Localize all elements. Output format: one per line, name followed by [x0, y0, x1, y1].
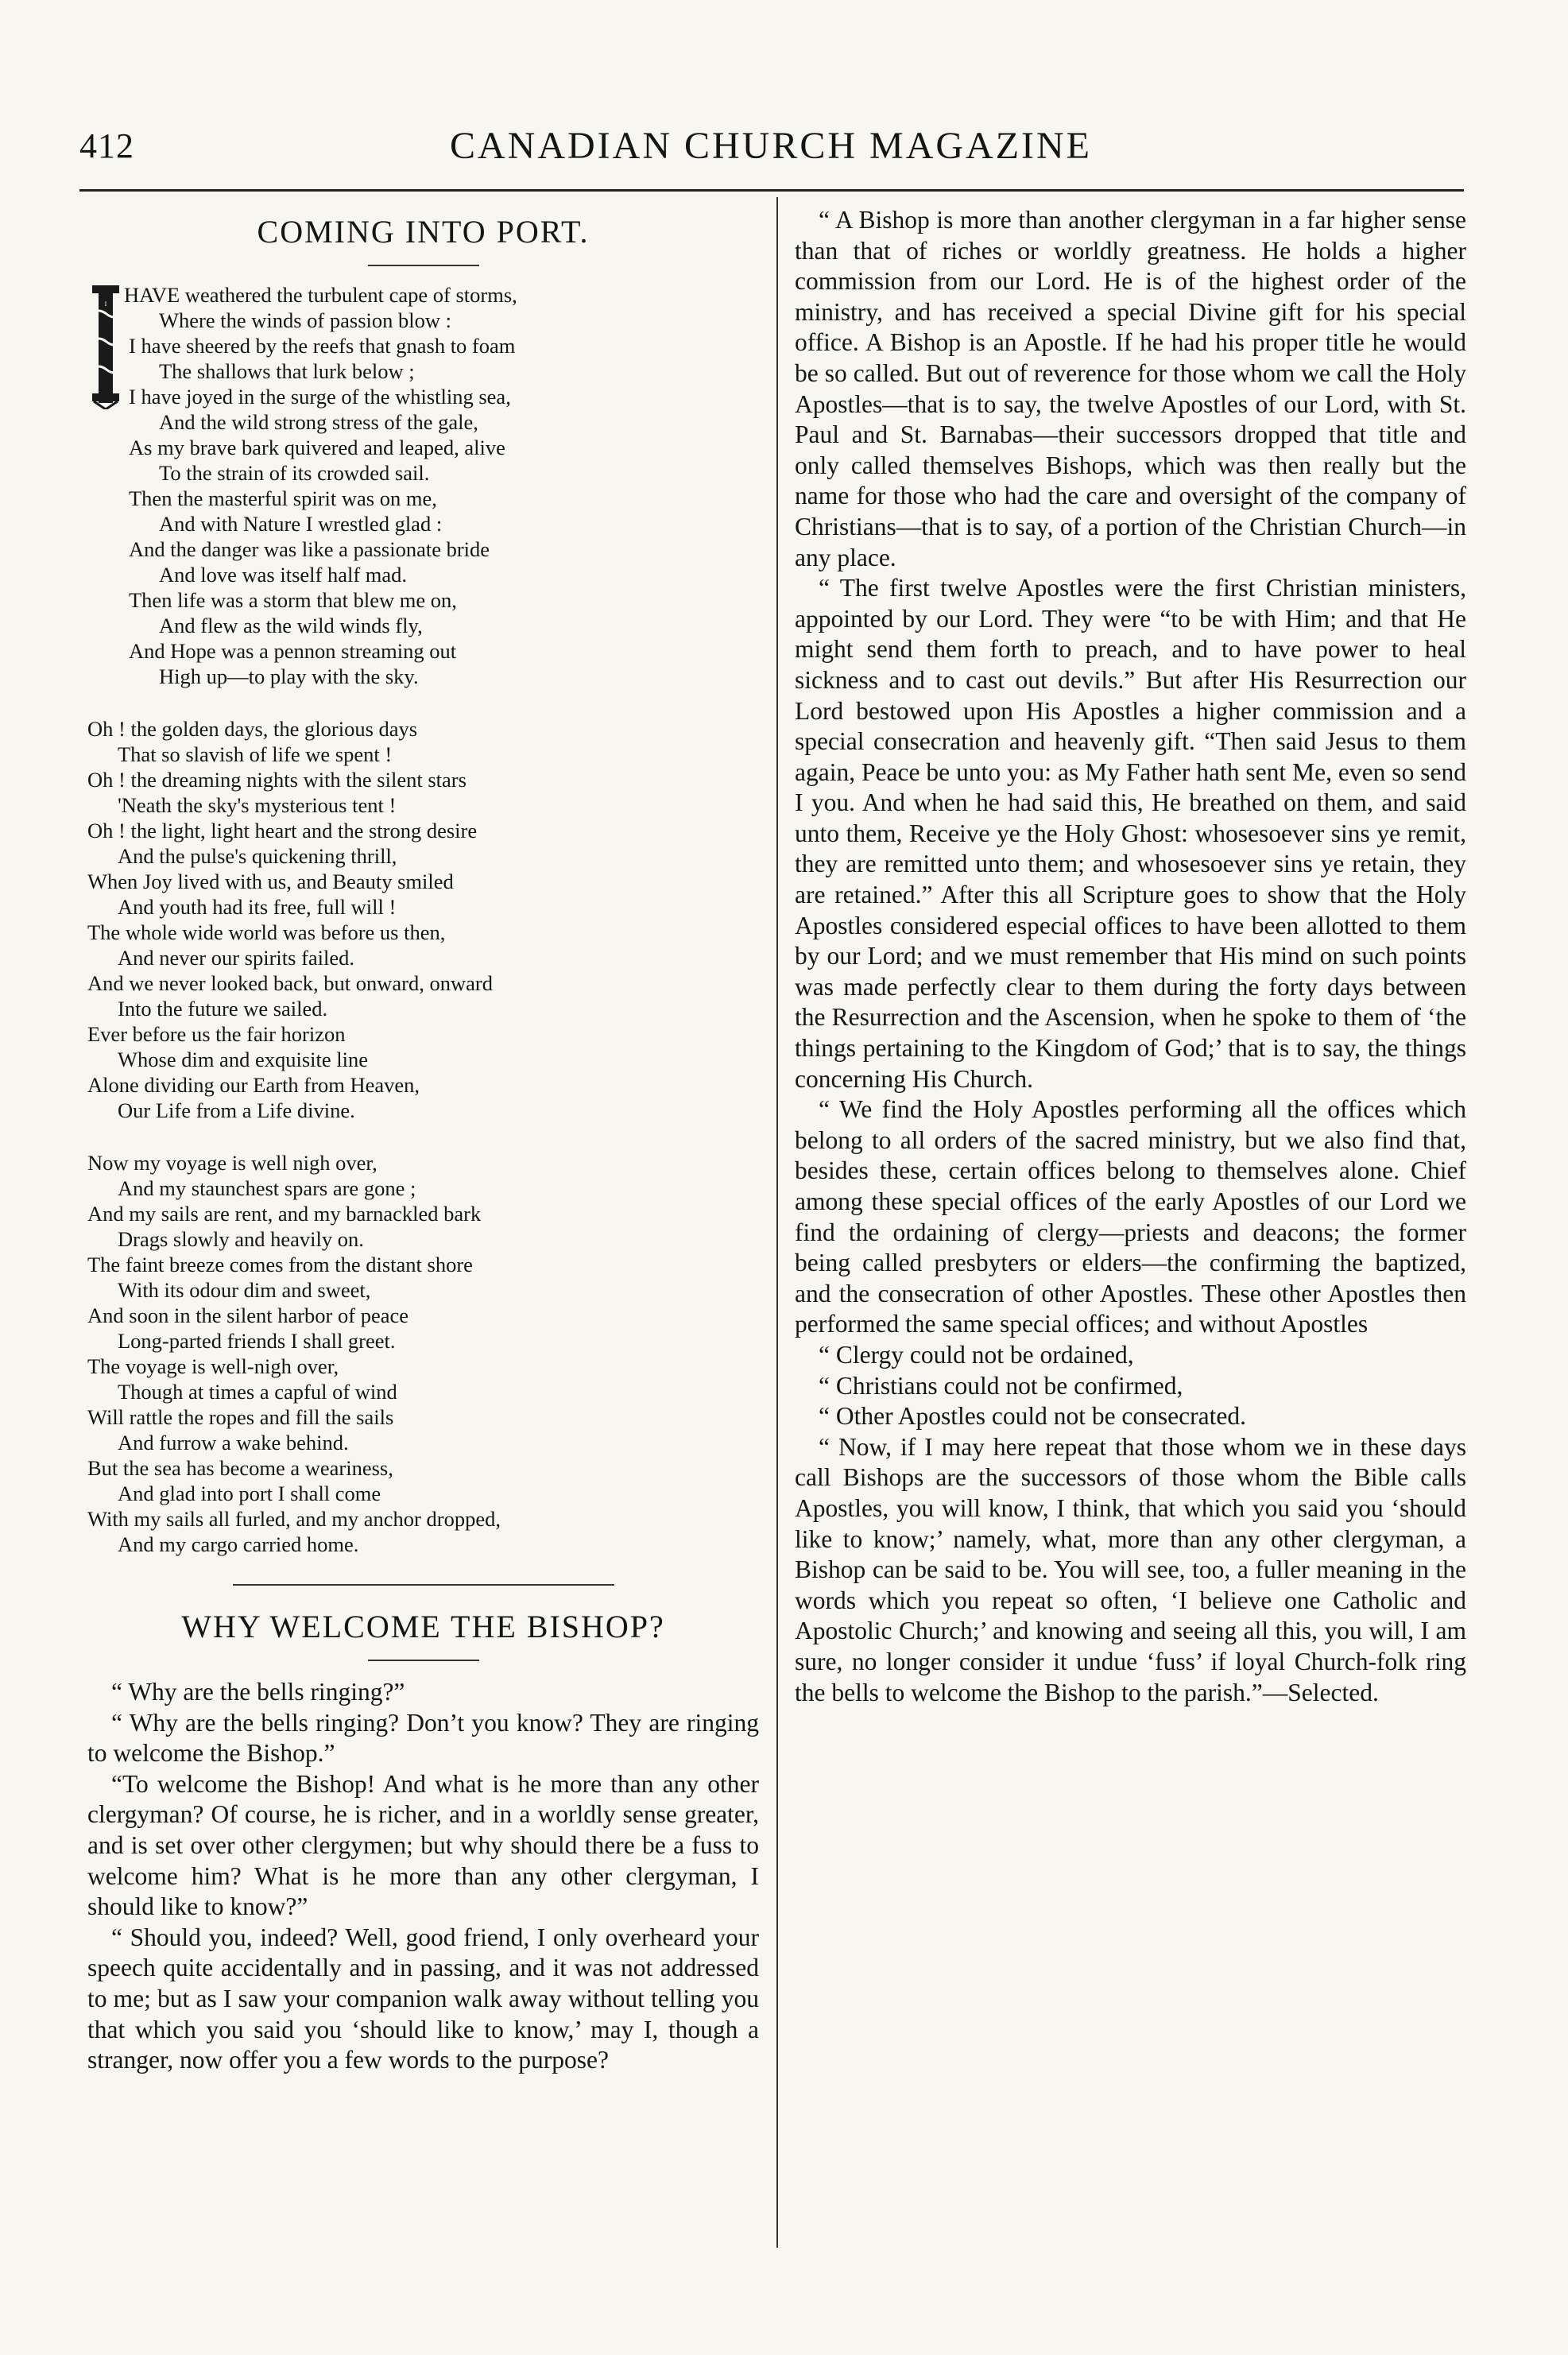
- poem-line: And my staunchest spars are gone ;: [118, 1176, 416, 1200]
- closing-block: [795, 1432, 1466, 1708]
- article-left-text: [87, 1677, 759, 2076]
- poem-line: And soon in the silent harbor of peace: [87, 1303, 409, 1327]
- poem-line: HAVE weathered the turbulent cape of storms,: [124, 283, 517, 307]
- magazine-title: CANADIAN CHURCH MAGAZINE: [450, 125, 1092, 167]
- header-rule: [79, 189, 1464, 192]
- poem-line: The shallows that lurk below ;: [159, 359, 415, 383]
- page-number: 412: [79, 126, 134, 165]
- article-paragraph: “ The first twelve Apostles were the first Christian ministers, appointed by our Lord. They were “to be with Him; and that He might send them forth to preach, and to have power to heal sickness and to cast out devils.” But after His Resurrection our Lord bestowed upon His Apostles a higher commission and a special consecration and heavenly gift. “Then said Jesus to them again, Peace be unto you: as My Father hath sent Me, even so send I you. And when he had said this, He breathed on them, and said unto them, Receive ye the Holy Ghost: whosesoever sins ye remit, they are remitted unto them; and whosesoever sins ye retain, they are retained.” After this all Scripture goes to show that the Holy Apostles considered especial offices to have been allotted to them by our Lord; and we must remember that His mind on such points was made perfectly clear to them during the forty days between the Resurrection and the Ascension, when he spoke to them of ‘the things pertaining to the Kingdom of God;’ that is to say, the things concerning His Church.: [795, 574, 1466, 1093]
- ornamental-drop-cap: [87, 282, 124, 409]
- poem-line: Though at times a capful of wind: [118, 1380, 397, 1404]
- poem-line: And never our spirits failed.: [118, 946, 355, 970]
- poem-line: I have joyed in the surge of the whistling sea,: [129, 385, 511, 409]
- poem-line: The whole wide world was before us then,: [87, 920, 446, 944]
- article-paragraph: “ A Bishop is more than another clergyman in a far higher sense than that of riches or worldly greatness. He holds a higher commission from our Lord. He is of the highest order of the ministry, and has received a special Divine gift for his special office. A Bishop is an Apostle. If he had his proper title he would be so called. But out of reverence for those whom we call the Holy Apostles—that is to say, the twelve Apostles of our Lord, with St. Paul and St. Barnabas—their successors dropped that title and only called themselves Bishops, which was then really but the name for those who had the care and oversight of the company of Christians—that is to say, of a portion of the Christian Church—in any place.: [795, 206, 1466, 571]
- poem-line: And glad into port I shall come: [118, 1482, 381, 1505]
- article-title-rule: [368, 1660, 479, 1661]
- poem-line: With its odour dim and sweet,: [118, 1278, 371, 1302]
- poem-line: And with Nature I wrestled glad :: [159, 512, 443, 536]
- poem-line: High up—to play with the sky.: [159, 664, 419, 688]
- poem-line: With my sails all furled, and my anchor dropped,: [87, 1507, 501, 1531]
- article-paragraph: “ Why are the bells ringing?”: [111, 1678, 405, 1706]
- poem-body: [87, 282, 759, 1557]
- poem-line: The voyage is well-nigh over,: [87, 1354, 339, 1378]
- poem-line: To the strain of its crowded sail.: [159, 461, 430, 485]
- poem-line: Oh ! the light, light heart and the strong desire: [87, 819, 478, 842]
- title-rule: [368, 265, 479, 266]
- poem-line: That so slavish of life we spent !: [118, 742, 393, 766]
- poem-line: Where the winds of passion blow :: [159, 308, 451, 332]
- poem-line: And my sails are rent, and my barnackled bark: [87, 1202, 482, 1226]
- left-column: [87, 205, 759, 2076]
- poem-line: Oh ! the golden days, the glorious days: [87, 717, 418, 741]
- list-item: “ Other Apostles could not be consecrated.: [819, 1402, 1246, 1431]
- poem-stanzas: [87, 282, 759, 1557]
- drop-cap-ornament-icon: [87, 282, 124, 409]
- article-right-text: [795, 205, 1466, 1340]
- article-paragraph: “ Why are the bells ringing? Don’t you know? They are ringing to welcome the Bishop.”: [87, 1708, 759, 1768]
- poem-line: And the pulse's quickening thrill,: [118, 844, 397, 868]
- poem-line: I have sheered by the reefs that gnash to foam: [129, 334, 516, 358]
- list-item: “ Christians could not be confirmed,: [819, 1371, 1183, 1400]
- column-divider: [776, 197, 778, 2248]
- poem-line: And the wild strong stress of the gale,: [159, 410, 478, 434]
- poem-line: And love was itself half mad.: [159, 563, 408, 587]
- right-column: [795, 205, 1466, 1708]
- poem-line: Then life was a storm that blew me on,: [129, 588, 457, 612]
- poem-line: Ever before us the fair horizon: [87, 1022, 346, 1046]
- poem-line: And the danger was like a passionate bride: [129, 537, 490, 561]
- poem-line: As my brave bark quivered and leaped, alive: [129, 436, 505, 459]
- poem-line: Our Life from a Life divine.: [118, 1098, 355, 1122]
- drop-cap-letter: I: [104, 300, 107, 308]
- list-item: “ Clergy could not be ordained,: [819, 1340, 1134, 1369]
- poem-stanza: [87, 1150, 759, 1557]
- poem-line: And my cargo carried home.: [118, 1532, 359, 1556]
- poem-line: Alone dividing our Earth from Heaven,: [87, 1073, 420, 1097]
- article-paragraph: “ Should you, indeed? Well, good friend, I only overheard your speech quite accidentally and in passing, and it was not addressed to me; but as I saw your companion walk away without telling you that which you said you ‘should like to know,’ may I, though a stranger, now offer you a few words to the purpose?: [87, 1923, 759, 2074]
- poem-stanza: [87, 716, 759, 1123]
- article-title: WHY WELCOME THE BISHOP?: [181, 1609, 665, 1644]
- poem-line: Then the masterful spirit was on me,: [129, 486, 437, 510]
- apostle-list: [795, 1340, 1466, 1432]
- poem-stanza: [87, 282, 759, 689]
- poem-line: But the sea has become a weariness,: [87, 1456, 393, 1480]
- poem-title: COMING INTO PORT.: [257, 214, 590, 250]
- poem-line: Long-parted friends I shall greet.: [118, 1329, 396, 1353]
- poem-line: Now my voyage is well nigh over,: [87, 1151, 377, 1175]
- page-header: [79, 119, 1462, 175]
- poem-end-rule: [233, 1584, 614, 1586]
- article-paragraph: “To welcome the Bishop! And what is he more than any other clergyman? Of course, he is richer, and in a worldly sense greater, and is set over other clergymen; but why should there be a fuss to welcome him? What is he more than any other clergyman, I should like to know?”: [87, 1769, 759, 1921]
- closing-paragraph: “ Now, if I may here repeat that those whom we in these days call Bishops are the successors of those whom the Bible calls Apostles, you will know, I think, that which you said you ‘should like to know;’ namely, what, more than any other clergyman, a Bishop can be said to be. You will see, too, a fuller meaning in the words which you repeat so often, ‘I believe one Catholic and Apostolic Church;’ and knowing and seeing all this, you will, I am sure, no longer consider it undue ‘fuss’ if loyal Church-folk ring the bells to welcome the Bishop to the parish.”—Selected.: [795, 1432, 1466, 1706]
- poem-line: 'Neath the sky's mysterious tent !: [118, 793, 397, 817]
- poem-line: And flew as the wild winds fly,: [159, 614, 423, 637]
- poem-line: And furrow a wake behind.: [118, 1431, 349, 1454]
- article-paragraph: “ We find the Holy Apostles performing all the offices which belong to all orders of the sacred ministry, but we also find that, besides these, certain offices belong to themselves alone. Chief among these special offices of the early Apostles of our Lord we find the ordaining of clergy—priests and deacons; the former being called presbyters or elders—the confirming the baptized, and the consecration of other Apostles. These other Apostles then performed the same special offices; and without Apostles: [795, 1095, 1466, 1338]
- poem-line: And we never looked back, but onward, onward: [87, 971, 493, 995]
- poem-line: Drags slowly and heavily on.: [118, 1227, 364, 1251]
- poem-line: And youth had its free, full will !: [118, 895, 397, 919]
- poem-line: And Hope was a pennon streaming out: [129, 639, 457, 663]
- poem-line: The faint breeze comes from the distant shore: [87, 1253, 473, 1276]
- poem-line: Oh ! the dreaming nights with the silent stars: [87, 768, 467, 792]
- poem-line: When Joy lived with us, and Beauty smiled: [87, 870, 454, 893]
- poem-line: Will rattle the ropes and fill the sails: [87, 1405, 394, 1429]
- poem-line: Into the future we sailed.: [118, 997, 328, 1021]
- poem-line: Whose dim and exquisite line: [118, 1048, 368, 1071]
